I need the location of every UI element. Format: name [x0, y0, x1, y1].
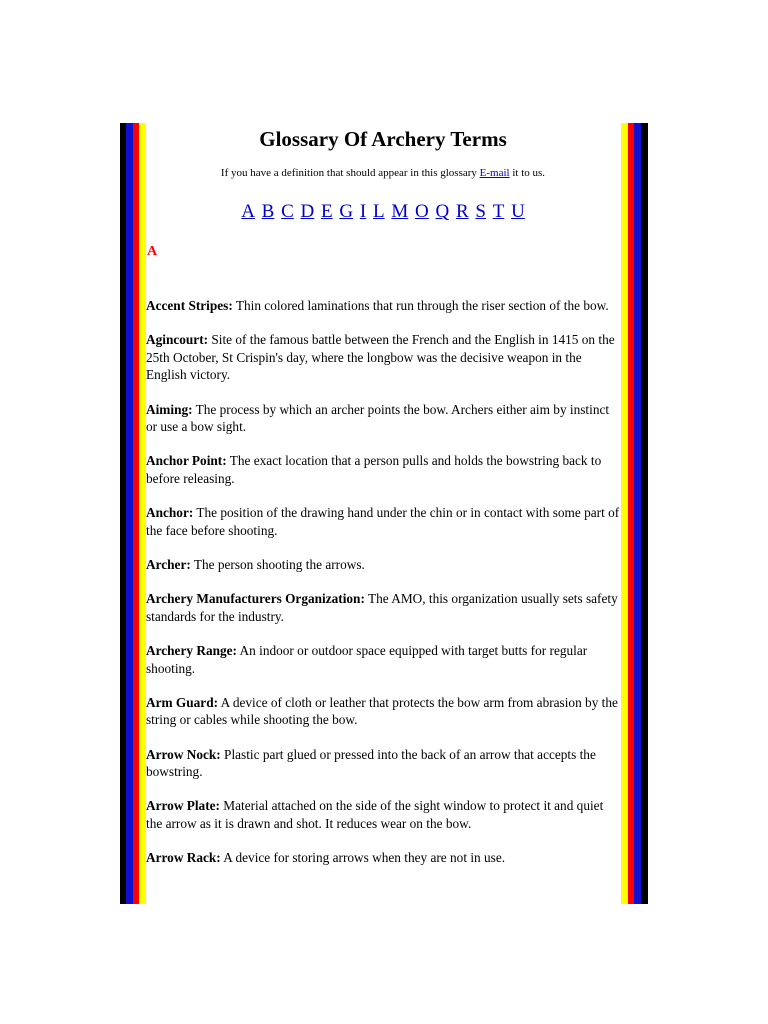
letter-link-u[interactable]: U [511, 201, 525, 222]
entry-term: Anchor: [146, 505, 194, 521]
entry-term: Arrow Plate: [146, 798, 220, 814]
email-link[interactable]: E-mail [479, 167, 510, 179]
stripe-black [641, 123, 648, 904]
entry-term: Arm Guard: [146, 694, 219, 710]
left-border-stripes [120, 123, 146, 904]
right-border-stripes [621, 123, 648, 904]
entry-term: Arrow Rack: [146, 850, 221, 866]
alphabet-nav [146, 201, 620, 223]
glossary-entry [146, 642, 620, 677]
letter-link-r[interactable]: R [455, 201, 469, 222]
letter-link-g[interactable]: G [339, 201, 354, 222]
letter-link-o[interactable]: O [414, 201, 429, 222]
glossary-content [146, 123, 620, 904]
entry-term: Accent Stripes: [146, 298, 233, 313]
entry-definition: The process by which an archer points the bow. Archers either aim by instinct or use a bow sight. [146, 401, 610, 435]
entry-definition: An indoor or outdoor space equipped with target butts for regular shooting. [146, 643, 588, 676]
glossary-entry [146, 797, 620, 832]
entry-term: Agincourt: [146, 332, 209, 348]
letter-link-d[interactable]: D [300, 201, 315, 222]
entry-definition: A device of cloth or leather that protects the bow arm from abrasion by the string or cables while shooting the bow. [146, 694, 618, 728]
glossary-entry [146, 746, 620, 781]
entry-definition: The exact location that a person pulls and holds the bowstring back to before releasing. [146, 453, 602, 486]
glossary-entry [146, 297, 620, 315]
entry-definition: Material attached on the side of the sight window to protect it and quiet the arrow as it is drawn and shot. It reduces wear on the bow. [146, 798, 604, 831]
entry-definition: Plastic part glued or pressed into the back of an arrow that accepts the bowstring. [146, 746, 596, 780]
entry-definition: The person shooting the arrows. [190, 556, 365, 572]
letter-link-a[interactable]: A [241, 201, 255, 222]
glossary-entry [146, 849, 620, 867]
section-heading-a: A [147, 244, 158, 259]
entry-term: Anchor Point: [146, 453, 227, 469]
stripe-yellow [621, 123, 628, 904]
entry-definition: Site of the famous battle between the French and the English in 1415 on the 25th October, St Crispin's day, where the longbow was the decisive weapon in the English victory. [146, 332, 615, 383]
stripe-blue [126, 123, 133, 904]
glossary-entry [146, 504, 620, 539]
letter-link-e[interactable]: E [321, 201, 333, 222]
glossary-entry [146, 694, 620, 729]
entry-term: Archery Range: [146, 643, 237, 659]
entry-term: Archer: [146, 556, 191, 572]
letter-link-i[interactable]: I [359, 201, 367, 222]
glossary-entries [146, 297, 620, 884]
entry-term: Archery Manufacturers Organization: [146, 591, 365, 607]
glossary-entry [146, 331, 620, 384]
entry-term: Aiming: [146, 401, 193, 417]
entry-term: Arrow Nock: [146, 746, 221, 762]
glossary-entry [146, 590, 620, 625]
letter-link-q[interactable]: Q [435, 201, 450, 222]
intro-before: If you have a definition that should appear in this glossary [220, 167, 480, 179]
glossary-entry [146, 452, 620, 487]
entry-definition: A device for storing arrows when they are not in use. [220, 850, 506, 866]
letter-link-s[interactable]: S [475, 201, 486, 222]
stripe-yellow [139, 123, 146, 904]
letter-link-c[interactable]: C [281, 201, 294, 222]
letter-link-t[interactable]: T [492, 201, 505, 222]
stripe-blue [634, 123, 641, 904]
page-title: Glossary Of Archery Terms [259, 127, 507, 151]
entry-definition: Thin colored laminations that run through the riser section of the bow. [232, 298, 609, 313]
letter-link-m[interactable]: M [391, 201, 409, 222]
intro-text [146, 167, 620, 179]
letter-link-b[interactable]: B [261, 201, 275, 222]
entry-definition: The AMO, this organization usually sets safety standards for the industry. [146, 591, 618, 624]
glossary-entry [146, 556, 620, 574]
entry-definition: The position of the drawing hand under the chin or in contact with some part of the face before shooting. [146, 505, 620, 538]
letter-link-l[interactable]: L [372, 201, 385, 222]
glossary-entry [146, 401, 620, 436]
intro-after: it to us. [509, 167, 546, 179]
